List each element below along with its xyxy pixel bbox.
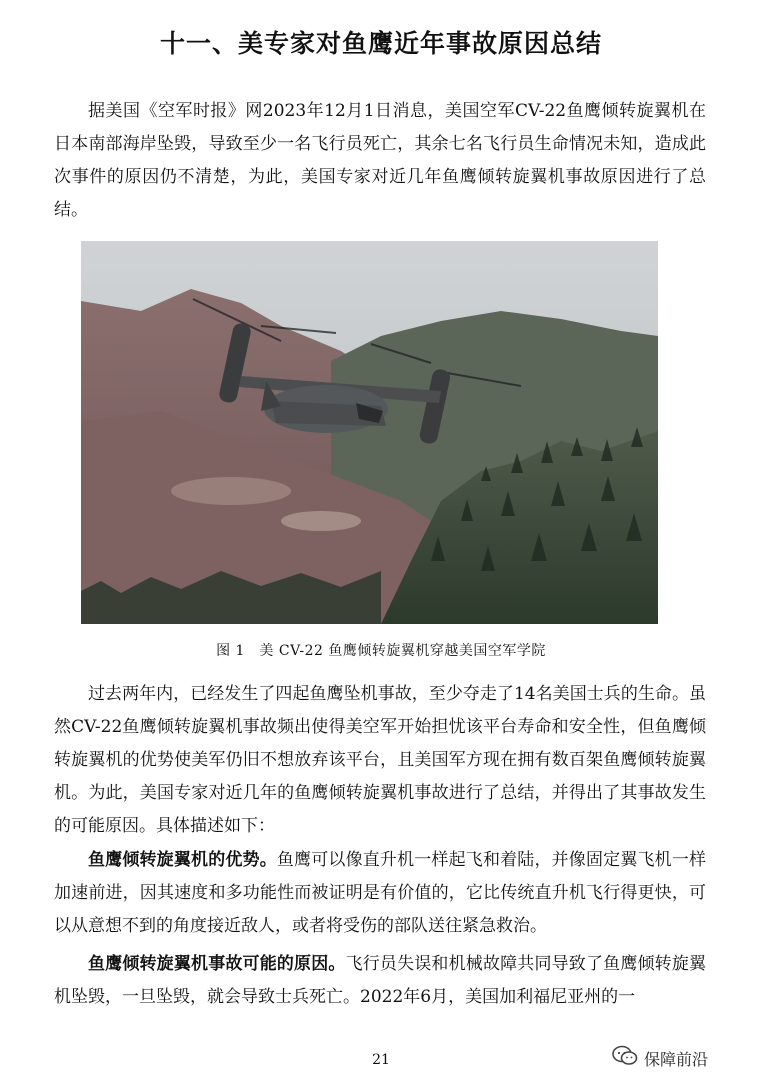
figure-caption: 图 1 美 CV-22 鱼鹰倾转旋翼机穿越美国空军学院 (216, 643, 546, 659)
paragraph-accident-causes (54, 948, 706, 1014)
page-number: 21 (372, 1052, 390, 1068)
figure-photo-cv22-osprey (81, 241, 658, 624)
paragraph-intro: 据美国《空军时报》网2023年12月1日消息，美国空军CV-22鱼鹰倾转旋翼机在日本南部海岸坠毁，导致至少一名飞行员死亡，其余七名飞行员生命情况未知，造成此次事件的原因仍不清楚，为此，美国专家对近几年鱼鹰倾转旋翼机事故原因进行了总结。 (54, 101, 706, 220)
paragraph-accident-causes-heading: 鱼鹰倾转旋翼机事故可能的原因。 (88, 954, 346, 974)
paragraph-advantages-heading: 鱼鹰倾转旋翼机的优势。 (88, 850, 277, 870)
watermark-text: 保障前沿 (644, 1049, 709, 1069)
paragraph-advantages (54, 844, 706, 943)
wechat-icon (612, 1045, 638, 1071)
watermark (612, 1045, 708, 1071)
paragraph-advantages-body: 鱼鹰可以像直升机一样起飞和着陆，并像固定翼飞机一样加速前进，因其速度和多功能性而被证明是有价值的，它比传统直升机飞行得更快，可以从意想不到的角度接近敌人，或者将受伤的部队送往紧急救治。 (54, 850, 707, 936)
page-title: 十一、美专家对鱼鹰近年事故原因总结 (159, 29, 602, 58)
paragraph-accident-causes-body: 飞行员失误和机械故障共同导致了鱼鹰倾转旋翼机坠毁，一旦坠毁，就会导致士兵死亡。2022年6月，美国加利福尼亚州的一 (54, 954, 707, 1007)
paragraph-background: 过去两年内，已经发生了四起鱼鹰坠机事故，至少夺走了14名美国士兵的生命。虽然CV-22鱼鹰倾转旋翼机事故频出使得美空军开始担忧该平台寿命和安全性，但鱼鹰倾转旋翼机的优势使美军仍旧不想放弃该平台，且美国军方现在拥有数百架鱼鹰倾转旋翼机。为此，美国专家对近几年的鱼鹰倾转旋翼机事故进行了总结，并得出了其事故发生的可能原因。具体描述如下： (54, 684, 706, 836)
